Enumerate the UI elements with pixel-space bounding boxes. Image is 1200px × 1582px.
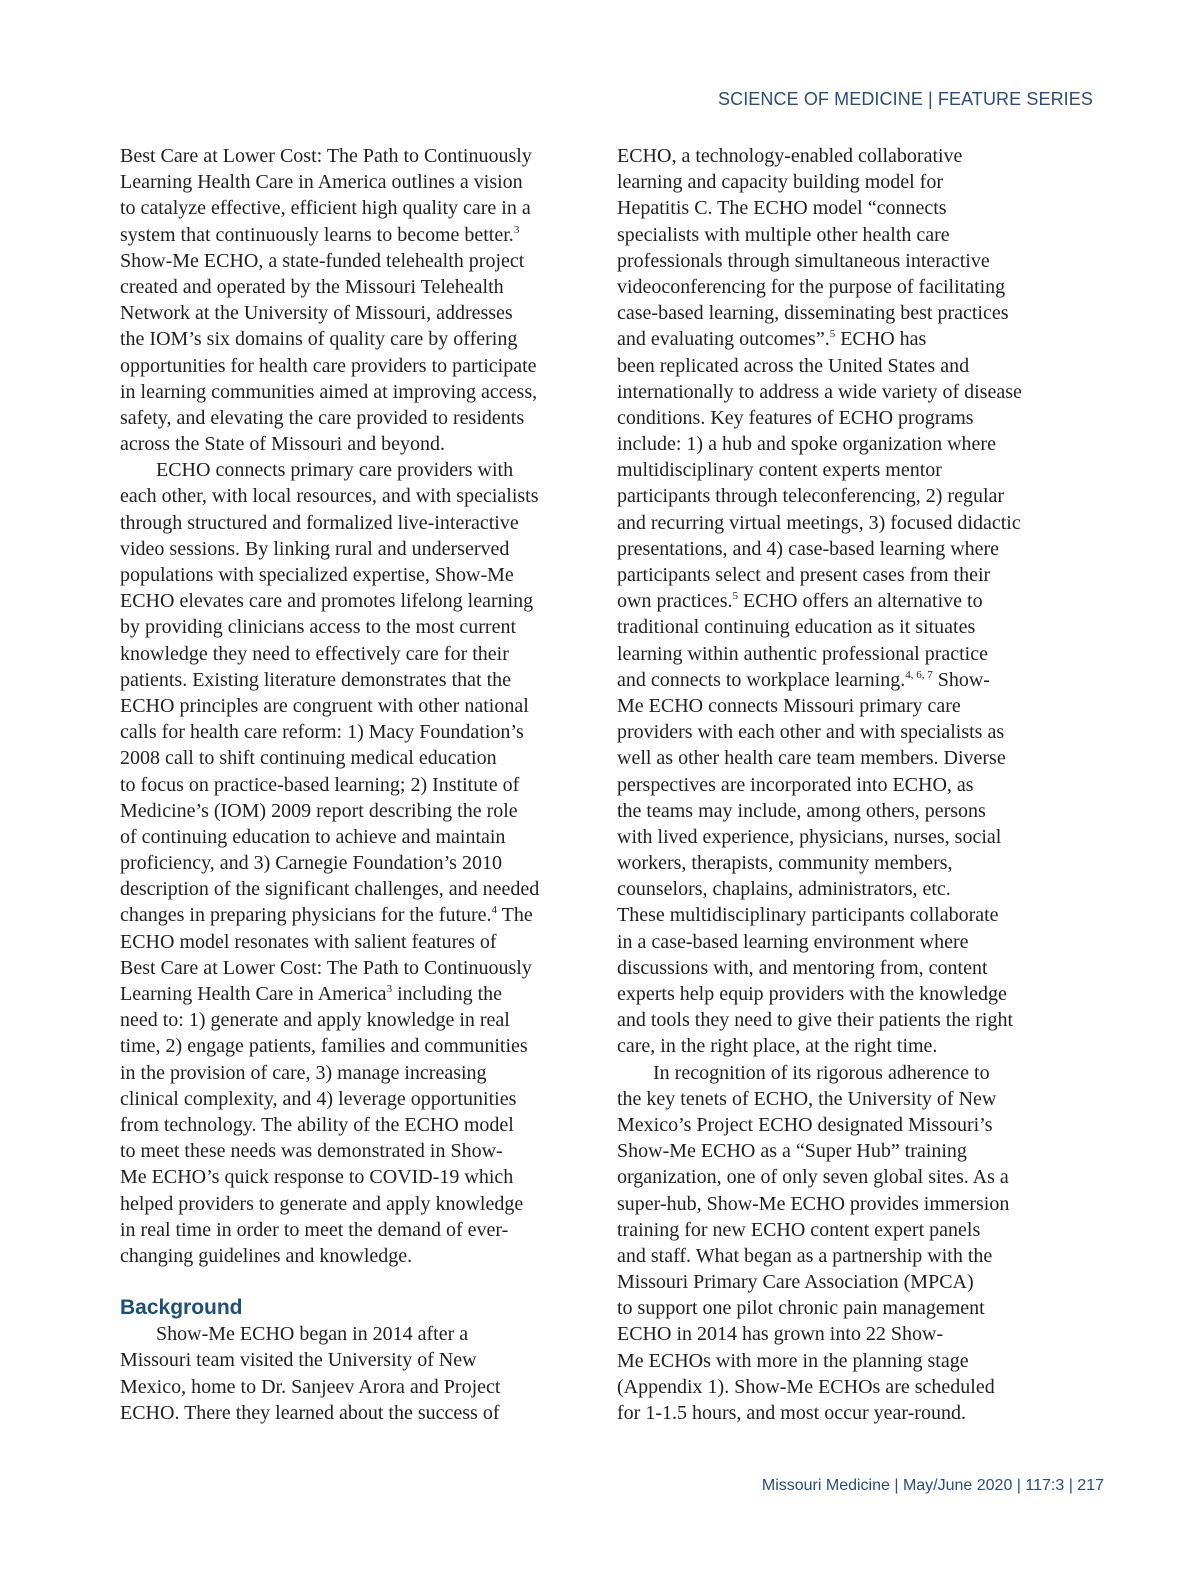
left-lines-d (120, 929, 580, 981)
text-line: case-based learning, disseminating best practices (617, 302, 1009, 325)
left-column (120, 143, 580, 1426)
text-line: ECHO in 2014 has grown into 22 Show- (617, 1323, 944, 1346)
text-line: Missouri Primary Care Association (MPCA) (617, 1271, 974, 1294)
text-line: through structured and formalized live-interactive (120, 511, 519, 534)
text-line: ECHO connects primary care providers with (156, 459, 514, 482)
text-line: training for new ECHO content expert panels (617, 1218, 981, 1241)
text-line: each other, with local resources, and with specialists (120, 485, 539, 508)
right-lines-e (617, 614, 1057, 666)
text-line: video sessions. By linking rural and underserved (120, 537, 510, 560)
left-para-1-lines (120, 143, 580, 222)
text-line: care, in the right place, at the right time. (617, 1035, 938, 1058)
text-line: ECHO elevates care and promotes lifelong learning (120, 590, 534, 613)
text-span: and connects to workplace learning. (617, 668, 906, 691)
text-line: in learning communities aimed at improving access, (120, 380, 538, 403)
right-lines-a (617, 143, 1057, 326)
text-line: internationally to address a wide variety of disease (617, 380, 1022, 403)
citation-superscript: 4, 6, 7 (905, 668, 933, 681)
text-line: to meet these needs was demonstrated in Show- (120, 1140, 503, 1163)
text-line: from technology. The ability of the ECHO model (120, 1113, 514, 1136)
text-line: in real time in order to meet the demand of ever- (120, 1218, 509, 1241)
text-line: safety, and elevating the care provided to residents (120, 406, 525, 429)
text-line: Learning Health Care in America outlines a vision (120, 171, 523, 194)
text-line: in a case-based learning environment where (617, 930, 969, 953)
text-line: participants select and present cases from their (617, 564, 991, 586)
text-line: multidisciplinary content experts mentor (617, 459, 942, 482)
text-line: in the provision of care, 3) manage increasing (120, 1061, 487, 1084)
citation-superscript: 5 (732, 590, 739, 603)
running-header: SCIENCE OF MEDICINE | FEATURE SERIES (718, 89, 1093, 109)
text-line: perspectives are incorporated into ECHO, as (617, 773, 974, 796)
right-lines-g (617, 693, 1057, 1426)
text-line: the key tenets of ECHO, the University of New (617, 1087, 997, 1110)
text-line: by providing clinicians access to the most current (120, 616, 517, 639)
text-line: conditions. Key features of ECHO programs (617, 406, 974, 429)
text-line: calls for health care reform: 1) Macy Foundation’s (120, 721, 524, 744)
text-line: Missouri team visited the University of New (120, 1349, 477, 1372)
text-line: providers with each other and with specialists as (617, 721, 1005, 744)
page-footer: Missouri Medicine | May/June 2020 | 117:3 | 217 (761, 1477, 1104, 1494)
text-line: super-hub, Show-Me ECHO provides immersion (617, 1192, 1010, 1215)
text-line: Best Care at Lower Cost: The Path to Continuously (120, 956, 532, 979)
text-line (120, 902, 580, 928)
text-line: and tools they need to give their patients the right (617, 1009, 1014, 1032)
text-line: ECHO. There they learned about the success of (120, 1401, 500, 1424)
text-line: changing guidelines and knowledge. (120, 1244, 413, 1267)
text-line: Best Care at Lower Cost: The Path to Continuously (120, 145, 532, 167)
text-span: system that continuously learns to become better. (120, 223, 514, 246)
text-line: specialists with multiple other health care (617, 223, 950, 246)
text-line: need to: 1) generate and apply knowledge in real (120, 1009, 510, 1032)
right-lines-c (617, 353, 1057, 589)
text-line: of continuing education to achieve and maintain (120, 825, 506, 848)
text-line: organization, one of only seven global sites. As a (617, 1166, 1009, 1189)
text-line: created and operated by the Missouri Telehealth (120, 275, 504, 298)
text-line: experts help equip providers with the knowledge (617, 983, 1007, 1005)
text-line: ECHO principles are congruent with other national (120, 694, 529, 717)
text-line: to catalyze effective, efficient high quality care in a (120, 197, 531, 220)
text-line: discussions with, and mentoring from, content (617, 956, 988, 979)
text-line: Medicine’s (IOM) 2009 report describing the role (120, 799, 518, 822)
text-line: These multidisciplinary participants collaborate (617, 904, 999, 927)
text-line: traditional continuing education as it situates (617, 616, 976, 639)
text-line: across the State of Missouri and beyond. (120, 433, 445, 456)
text-line: populations with specialized expertise, Show-Me (120, 564, 514, 586)
citation-superscript: 5 (829, 328, 836, 341)
text-span: The (497, 904, 533, 927)
text-line (120, 981, 580, 1007)
text-line: with lived experience, physicians, nurses, social (617, 825, 1002, 848)
text-line (617, 588, 1057, 614)
text-line: Hepatitis C. The ECHO model “connects (617, 197, 947, 220)
text-line: well as other health care team members. Diverse (617, 747, 1006, 770)
text-span: ECHO has (835, 328, 927, 351)
text-line: In recognition of its rigorous adherence to (653, 1061, 990, 1084)
text-line: time, 2) engage patients, families and communities (120, 1035, 528, 1058)
text-line: professionals through simultaneous interactive (617, 249, 990, 272)
text-line: Me ECHOs with more in the planning stage (617, 1349, 969, 1372)
text-span: ECHO offers an alternative to (738, 590, 983, 613)
text-span: own practices. (617, 590, 733, 613)
text-line: patients. Existing literature demonstrates that the (120, 668, 512, 691)
text-line: Me ECHO connects Missouri primary care (617, 694, 961, 717)
text-line: clinical complexity, and 4) leverage opportunities (120, 1087, 517, 1110)
left-lines-f (120, 1007, 580, 1269)
text-span: Learning Health Care in America (120, 983, 387, 1005)
text-line: to focus on practice-based learning; 2) Institute of (120, 773, 520, 796)
text-line: 2008 call to shift continuing medical education (120, 747, 497, 770)
citation-superscript: 4 (491, 904, 498, 917)
text-line: and recurring virtual meetings, 3) focused didactic (617, 511, 1021, 534)
text-line: been replicated across the United States and (617, 354, 970, 377)
text-line: and staff. What began as a partnership with the (617, 1244, 993, 1267)
text-line (120, 222, 580, 248)
text-line: Show-Me ECHO as a “Super Hub” training (617, 1140, 967, 1163)
text-line: Network at the University of Missouri, addresses (120, 302, 513, 325)
text-line: ECHO, a technology-enabled collaborative (617, 145, 963, 167)
text-line (617, 667, 1057, 693)
text-line: Mexico, home to Dr. Sanjeev Arora and Project (120, 1375, 501, 1398)
text-line: learning and capacity building model for (617, 171, 944, 194)
text-line: ECHO model resonates with salient features of (120, 930, 497, 953)
left-background-para-lines (120, 1321, 580, 1426)
text-line (617, 326, 1057, 352)
text-line: helped providers to generate and apply knowledge (120, 1192, 524, 1215)
text-line: opportunities for health care providers to participate (120, 354, 537, 377)
text-line: include: 1) a hub and spoke organization where (617, 433, 996, 456)
text-line: Show-Me ECHO began in 2014 after a (156, 1323, 469, 1346)
citation-superscript: 3 (513, 223, 520, 236)
text-line: learning within authentic professional practice (617, 642, 988, 665)
text-line: for 1-1.5 hours, and most occur year-round. (617, 1402, 966, 1424)
text-line: participants through teleconferencing, 2) regular (617, 485, 1005, 508)
text-line: presentations, and 4) case-based learning where (617, 537, 1000, 560)
text-line: Me ECHO’s quick response to COVID-19 which (120, 1166, 514, 1189)
left-para-2-lines (120, 248, 580, 903)
text-line: proficiency, and 3) Carnegie Foundation’s 2010 (120, 852, 502, 875)
text-line: knowledge they need to effectively care for their (120, 642, 509, 665)
text-line: Show-Me ECHO, a state-funded telehealth project (120, 249, 525, 272)
text-line: the IOM’s six domains of quality care by offering (120, 328, 518, 351)
text-line: the teams may include, among others, persons (617, 799, 986, 822)
text-line: to support one pilot chronic pain management (617, 1297, 985, 1320)
text-span: and evaluating outcomes”. (617, 328, 830, 351)
text-span: including the (392, 983, 503, 1005)
right-column (617, 143, 1057, 1426)
text-span: changes in preparing physicians for the future. (120, 904, 492, 927)
text-line: (Appendix 1). Show-Me ECHOs are scheduled (617, 1375, 995, 1398)
text-line: workers, therapists, community members, (617, 852, 953, 875)
citation-superscript: 3 (386, 983, 393, 995)
text-line: counselors, chaplains, administrators, etc. (617, 878, 951, 901)
text-span: Show- (932, 668, 990, 691)
section-heading-background: Background (120, 1296, 243, 1320)
text-line: videoconferencing for the purpose of facilitating (617, 275, 1006, 298)
text-line: description of the significant challenges, and needed (120, 878, 540, 901)
text-line: Mexico’s Project ECHO designated Missouri’s (617, 1113, 993, 1136)
